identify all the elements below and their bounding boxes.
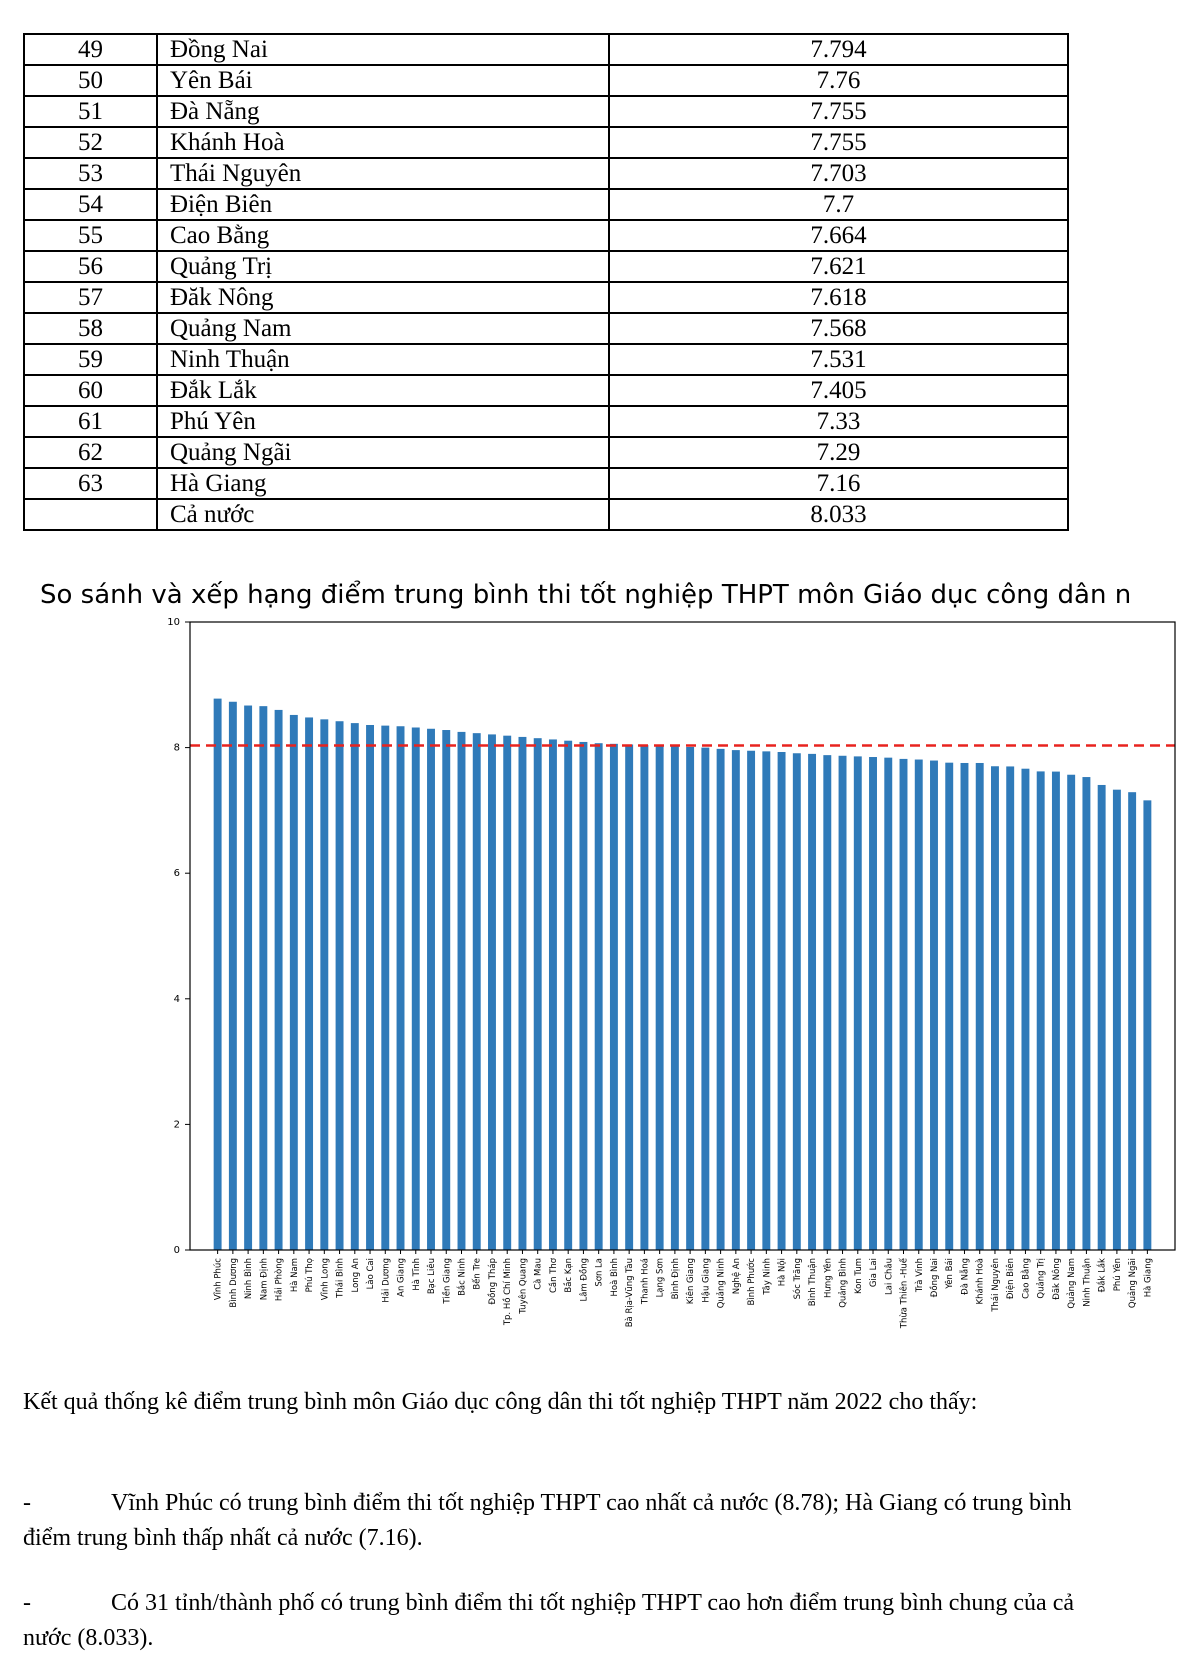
- score-cell: 7.29: [609, 437, 1068, 468]
- x-tick-label: Phú Thọ: [305, 1258, 316, 1293]
- x-tick-label: Hải Dương: [381, 1258, 392, 1303]
- province-cell: Đồng Nai: [157, 34, 609, 65]
- x-tick-label: Đăk Nông: [1051, 1258, 1062, 1300]
- bar: [1098, 785, 1106, 1250]
- bar: [656, 746, 664, 1250]
- y-tick-label: 2: [173, 1119, 180, 1131]
- rank-cell: 62: [24, 437, 157, 468]
- table-row: [24, 251, 1068, 282]
- chart-title: So sánh và xếp hạng điểm trung bình thi tốt nghiệp THPT môn Giáo dục công dân n: [40, 580, 1132, 610]
- x-tick-label: Hà Nội: [777, 1258, 788, 1287]
- bar: [747, 751, 755, 1250]
- x-tick-label: Sóc Trăng: [792, 1258, 803, 1300]
- table-row: [24, 282, 1068, 313]
- x-tick-label: Lâm Đồng: [579, 1258, 590, 1302]
- x-tick-label: Quảng Nam: [1067, 1258, 1078, 1309]
- table-row: [24, 406, 1068, 437]
- x-tick-label: Thừa Thiên -Huế: [899, 1258, 910, 1329]
- rank-cell: 52: [24, 127, 157, 158]
- x-tick-label: An Giang: [396, 1258, 407, 1297]
- x-tick-label: Bạc Liêu: [427, 1258, 438, 1295]
- x-tick-label: Hoà Bình: [609, 1258, 620, 1297]
- score-cell: 7.621: [609, 251, 1068, 282]
- table-row: [24, 189, 1068, 220]
- rank-cell: 49: [24, 34, 157, 65]
- x-tick-label: Quảng Bình: [838, 1258, 849, 1308]
- bar: [351, 723, 359, 1250]
- x-tick-label: Bình Dương: [228, 1258, 239, 1308]
- score-cell: 7.7: [609, 189, 1068, 220]
- x-tick-label: Đà Nẵng: [960, 1258, 971, 1295]
- y-tick-label: 0: [173, 1245, 180, 1256]
- bar: [1113, 790, 1121, 1250]
- bar: [427, 729, 435, 1250]
- x-tick-label: Quảng Ninh: [716, 1258, 727, 1309]
- x-tick-label: Cà Mau: [533, 1258, 544, 1290]
- province-cell: Đà Nẵng: [157, 96, 609, 127]
- intro-text: Kết quả thống kê điểm trung bình môn Giáo dục công dân thi tốt nghiệp THPT năm 2022 cho thấy:: [23, 1389, 978, 1415]
- bar: [397, 726, 405, 1250]
- x-tick-label: Tp. Hồ Chí Minh: [503, 1258, 514, 1326]
- x-tick-label: Kiên Giang: [686, 1258, 697, 1305]
- bar: [732, 750, 740, 1250]
- bar: [778, 752, 786, 1250]
- x-tick-label: Quảng Ngãi: [1128, 1258, 1139, 1309]
- x-tick-label: Ninh Thuận: [1082, 1258, 1093, 1307]
- table-row: [24, 468, 1068, 499]
- province-cell: Đăk Nông: [157, 282, 609, 313]
- bar: [259, 706, 267, 1250]
- bar: [336, 721, 344, 1250]
- x-tick-label: Quảng Trị: [1036, 1258, 1047, 1299]
- score-cell: 7.618: [609, 282, 1068, 313]
- bar: [961, 763, 969, 1250]
- bar: [564, 741, 572, 1250]
- bar: [366, 725, 374, 1250]
- score-cell: 7.16: [609, 468, 1068, 499]
- bar: [244, 706, 252, 1250]
- bar: [1052, 772, 1060, 1250]
- bar: [625, 744, 633, 1250]
- x-tick-label: Nam Định: [259, 1258, 270, 1301]
- bar: [686, 747, 694, 1250]
- bar: [1037, 771, 1045, 1250]
- rank-cell: 58: [24, 313, 157, 344]
- bar: [595, 743, 603, 1250]
- bullet-dash: -: [23, 1590, 31, 1616]
- bar: [701, 748, 709, 1250]
- bar: [290, 715, 298, 1250]
- ranking-table: [23, 33, 1069, 531]
- table-row: [24, 499, 1068, 530]
- table-row: [24, 96, 1068, 127]
- score-cell: 7.755: [609, 96, 1068, 127]
- bar: [275, 710, 283, 1250]
- x-tick-label: Bến Tre: [472, 1258, 483, 1290]
- table-row: [24, 65, 1068, 96]
- x-tick-label: Lạng Sơn: [655, 1258, 666, 1298]
- table-row: [24, 344, 1068, 375]
- x-tick-label: Khánh Hoà: [975, 1258, 986, 1305]
- score-cell: 8.033: [609, 499, 1068, 530]
- bar: [1021, 769, 1029, 1250]
- bar: [442, 730, 450, 1250]
- x-tick-label: Hưng Yên: [823, 1258, 834, 1298]
- x-tick-label: Long An: [350, 1258, 361, 1293]
- score-cell: 7.531: [609, 344, 1068, 375]
- bar: [412, 728, 420, 1250]
- x-tick-label: Sơn La: [594, 1258, 605, 1287]
- bar: [945, 763, 953, 1250]
- rank-cell: 55: [24, 220, 157, 251]
- score-cell: 7.33: [609, 406, 1068, 437]
- x-tick-label: Hà Tĩnh: [411, 1258, 422, 1291]
- x-tick-label: Hải Phòng: [274, 1258, 285, 1302]
- x-tick-label: Tiền Giang: [442, 1258, 453, 1304]
- y-tick-label: 4: [173, 993, 180, 1005]
- x-tick-label: Vĩnh Phúc: [213, 1258, 224, 1301]
- x-tick-label: Phú Yên: [1112, 1258, 1123, 1292]
- bar: [579, 742, 587, 1250]
- table-row: [24, 34, 1068, 65]
- province-cell: Quảng Ngãi: [157, 437, 609, 468]
- x-tick-label: Bắc Kạn: [564, 1258, 575, 1293]
- bar: [640, 745, 648, 1250]
- x-tick-label: Bình Định: [670, 1258, 681, 1300]
- intro-paragraph: [23, 1385, 1083, 1420]
- bar: [900, 759, 908, 1250]
- y-tick-label: 6: [173, 868, 180, 880]
- ranking-table-body: [24, 34, 1068, 530]
- bar: [503, 736, 511, 1250]
- province-cell: Phú Yên: [157, 406, 609, 437]
- score-cell: 7.568: [609, 313, 1068, 344]
- bar-chart: [0, 610, 1200, 1340]
- province-cell: Đắk Lắk: [157, 375, 609, 406]
- bar: [610, 744, 618, 1250]
- rank-cell: 59: [24, 344, 157, 375]
- table-row: [24, 375, 1068, 406]
- x-tick-label: Thái Bình: [335, 1258, 346, 1298]
- table-row: [24, 220, 1068, 251]
- x-tick-label: Hà Giang: [1143, 1258, 1154, 1298]
- bar: [534, 738, 542, 1250]
- x-tick-label: Bà Rịa-Vũng Tàu: [625, 1258, 636, 1328]
- table-row: [24, 158, 1068, 189]
- rank-cell: 54: [24, 189, 157, 220]
- x-tick-label: Tây Ninh: [762, 1258, 773, 1295]
- x-tick-label: Vĩnh Long: [320, 1258, 331, 1301]
- bullet-dash: -: [23, 1490, 31, 1516]
- score-cell: 7.664: [609, 220, 1068, 251]
- province-cell: Hà Giang: [157, 468, 609, 499]
- bullet-text-1: Vĩnh Phúc có trung bình điểm thi tốt nghiệp THPT cao nhất cả nước (8.78); Hà Giang có trung bình điểm trung bình thấp nhất cả nước (7.16).: [23, 1490, 1072, 1551]
- bar: [488, 734, 496, 1250]
- x-tick-label: Điện Biên: [1006, 1258, 1017, 1300]
- score-cell: 7.755: [609, 127, 1068, 158]
- bar: [930, 761, 938, 1250]
- rank-cell: 56: [24, 251, 157, 282]
- bar: [976, 763, 984, 1250]
- rank-cell: 57: [24, 282, 157, 313]
- x-tick-label: Lào Cai: [366, 1258, 377, 1290]
- rank-cell: 63: [24, 468, 157, 499]
- bar: [549, 739, 557, 1250]
- bar: [808, 754, 816, 1250]
- province-cell: Cao Bằng: [157, 220, 609, 251]
- rank-cell: 51: [24, 96, 157, 127]
- rank-cell: 53: [24, 158, 157, 189]
- bar: [1006, 766, 1014, 1250]
- bar: [991, 766, 999, 1250]
- x-tick-label: Gia Lai: [869, 1258, 880, 1288]
- y-tick-label: 10: [167, 617, 180, 628]
- bar: [1143, 800, 1151, 1250]
- bar: [1082, 777, 1090, 1250]
- bullet-text-2: Có 31 tỉnh/thành phố có trung bình điểm thi tốt nghiệp THPT cao hơn điểm trung bình chung của cả nước (8.033).: [23, 1590, 1074, 1651]
- x-tick-label: Bình Thuận: [808, 1258, 819, 1307]
- rank-cell: [24, 499, 157, 530]
- bar: [214, 699, 222, 1250]
- province-cell: Ninh Thuận: [157, 344, 609, 375]
- bar: [458, 732, 466, 1250]
- x-tick-label: Lai Châu: [884, 1258, 895, 1295]
- y-tick-label: 8: [173, 742, 180, 754]
- score-cell: 7.76: [609, 65, 1068, 96]
- x-tick-label: Thanh Hoá: [640, 1258, 651, 1305]
- province-cell: Khánh Hoà: [157, 127, 609, 158]
- bar: [915, 760, 923, 1250]
- x-tick-label: Trà Vinh: [914, 1258, 925, 1293]
- bullet-paragraph-1: [23, 1486, 1083, 1556]
- bar: [869, 757, 877, 1250]
- x-tick-label: Bắc Ninh: [457, 1258, 468, 1296]
- table-row: [24, 313, 1068, 344]
- bar: [671, 746, 679, 1250]
- bullet-paragraph-2: [23, 1586, 1083, 1656]
- province-cell: Cả nước: [157, 499, 609, 530]
- bar: [229, 702, 237, 1250]
- bar: [884, 758, 892, 1250]
- bar: [518, 737, 526, 1250]
- x-tick-label: Yên Bái: [945, 1258, 956, 1289]
- bar: [381, 726, 389, 1250]
- x-tick-label: Cần Thơ: [548, 1258, 559, 1294]
- x-tick-label: Thái Nguyên: [990, 1258, 1001, 1312]
- bar: [839, 756, 847, 1250]
- bar: [762, 751, 770, 1250]
- bar: [305, 717, 313, 1250]
- table-row: [24, 437, 1068, 468]
- score-cell: 7.405: [609, 375, 1068, 406]
- x-tick-label: Đắk Lắk: [1097, 1258, 1108, 1293]
- province-cell: Quảng Nam: [157, 313, 609, 344]
- province-cell: Yên Bái: [157, 65, 609, 96]
- province-cell: Điện Biên: [157, 189, 609, 220]
- x-tick-label: Đồng Tháp: [487, 1258, 498, 1305]
- score-cell: 7.794: [609, 34, 1068, 65]
- x-tick-label: Ninh Bình: [244, 1258, 255, 1300]
- bar: [717, 749, 725, 1250]
- province-cell: Quảng Trị: [157, 251, 609, 282]
- score-cell: 7.703: [609, 158, 1068, 189]
- x-tick-label: Hậu Giang: [701, 1258, 712, 1303]
- x-tick-label: Hà Nam: [289, 1258, 300, 1293]
- x-tick-label: Nghệ An: [731, 1258, 742, 1295]
- x-tick-label: Kon Tum: [853, 1258, 864, 1295]
- bar: [793, 753, 801, 1250]
- x-tick-label: Tuyên Quang: [518, 1258, 529, 1314]
- x-tick-label: Cao Bằng: [1021, 1258, 1032, 1299]
- bar: [473, 733, 481, 1250]
- bar: [823, 755, 831, 1250]
- table-row: [24, 127, 1068, 158]
- bar: [1067, 775, 1075, 1250]
- rank-cell: 50: [24, 65, 157, 96]
- rank-cell: 60: [24, 375, 157, 406]
- province-cell: Thái Nguyên: [157, 158, 609, 189]
- bar: [320, 719, 328, 1250]
- bar: [1128, 792, 1136, 1250]
- rank-cell: 61: [24, 406, 157, 437]
- x-tick-label: Bình Phước: [747, 1258, 758, 1306]
- bar: [854, 756, 862, 1250]
- x-tick-label: Đồng Nai: [929, 1258, 940, 1298]
